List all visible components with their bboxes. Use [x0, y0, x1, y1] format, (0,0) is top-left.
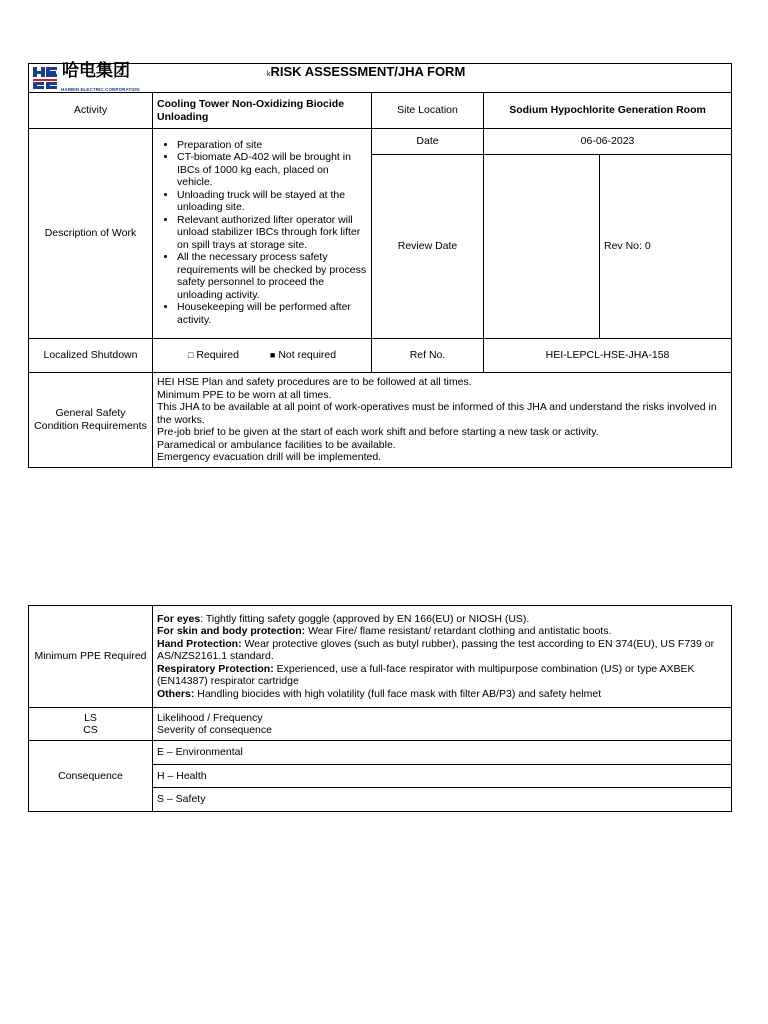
work-step: • All the necessary process safety requirements will be checked by process safety personnel to proceed the unloading activity.	[177, 251, 367, 301]
activity-value: Cooling Tower Non-Oxidizing Biocide Unloading	[153, 93, 372, 129]
general-safety-line: Pre-job brief to be given at the start of each work shift and before starting a new task or activity.	[157, 426, 599, 438]
company-logo	[32, 61, 150, 92]
general-safety-value	[153, 373, 732, 468]
shutdown-not-required-option	[270, 349, 336, 362]
ref-no-label: Ref No.	[372, 339, 484, 373]
required-checkbox: □	[187, 350, 194, 361]
hec-logo-icon	[32, 66, 58, 90]
ppe-item	[157, 625, 727, 638]
general-safety-line: HEI HSE Plan and safety procedures are to be followed at all times.	[157, 376, 472, 388]
ppe-item	[157, 688, 727, 701]
ls-cs-value	[153, 708, 732, 741]
site-location-value: Sodium Hypochlorite Generation Room	[484, 93, 732, 129]
work-step: • CT-biomate AD-402 will be brought in IBCs of 1000 kg each, placed on vehicle.	[177, 151, 367, 189]
title-main: RISK ASSESSMENT/JHA FORM	[270, 64, 466, 79]
general-safety-line: Emergency evacuation drill will be implemented.	[157, 451, 382, 463]
ppe-item	[157, 663, 727, 688]
ls-cs-label	[29, 708, 153, 741]
title-prefix: k	[267, 71, 271, 78]
work-step: • Relevant authorized lifter operator will unload stabilizer IBCs through fork lifter on spill trays at storage site.	[177, 214, 367, 252]
ppe-item-text: Handling biocides with high volatility (full face mask with filter AB/P3) and safety helmet	[194, 687, 602, 700]
ls-value: Likelihood / Frequency	[157, 711, 263, 724]
work-steps-list	[157, 139, 367, 327]
not-required-checkbox: ■	[269, 350, 276, 361]
ppe-value	[153, 606, 732, 708]
consequence-label: Consequence	[29, 741, 153, 812]
ppe-item-text: Wear protective gloves (such as butyl rubber), passing the test according to EN 374(EU), US F739 or AS/NZS2161.1 standard.	[157, 637, 715, 663]
work-step: • Housekeeping will be performed after activity.	[177, 301, 367, 326]
cs-label: CS	[83, 724, 98, 736]
not-required-label: Not required	[278, 349, 337, 362]
ppe-item-head: For skin and body protection:	[157, 625, 306, 638]
work-step: • Preparation of site	[177, 139, 367, 152]
consequence-item: E – Environmental	[153, 741, 732, 765]
ref-no-value: HEI-LEPCL-HSE-JHA-158	[484, 339, 732, 373]
logo-chinese-text: 哈电集团	[62, 61, 130, 81]
ls-label: LS	[84, 711, 97, 724]
general-safety-label: General Safety Condition Requirements	[29, 373, 153, 468]
review-date-label: Review Date	[372, 155, 484, 339]
review-date-value	[484, 155, 600, 339]
ppe-item-head: Others:	[157, 687, 195, 700]
ppe-item	[157, 613, 727, 626]
required-label: Required	[196, 349, 239, 362]
work-step: • Unloading truck will be stayed at the unloading site.	[177, 189, 367, 214]
ppe-item-head: Hand Protection:	[157, 637, 242, 650]
date-value: 06-06-2023	[484, 129, 732, 155]
shutdown-label: Localized Shutdown	[29, 339, 153, 373]
consequence-item: S – Safety	[153, 788, 732, 812]
ppe-item-head: Respiratory Protection:	[157, 662, 274, 675]
ppe-label: Minimum PPE Required	[29, 606, 153, 708]
ppe-item-head: For eyes	[157, 612, 201, 625]
general-safety-line: Paramedical or ambulance facilities to be available.	[157, 438, 396, 451]
form-title	[267, 66, 465, 82]
site-location-label: Site Location	[372, 93, 484, 129]
ppe-item-text: : Tightly fitting safety goggle (approved by EN 166(EU) or NIOSH (US).	[200, 612, 530, 625]
cs-value: Severity of consequence	[157, 724, 272, 736]
ppe-item-text: Experienced, use a full-face respirator with multipurpose combination (US) or type AXBEK (EN14387) respirator cartridge	[157, 662, 695, 688]
ppe-consequence-table	[28, 605, 732, 812]
logo-english-text: HARBIN ELECTRIC CORPORATION	[61, 87, 140, 92]
general-safety-line: Minimum PPE to be worn at all times.	[157, 388, 332, 401]
rev-no: Rev No: 0	[600, 155, 732, 339]
consequence-item: H – Health	[153, 765, 732, 788]
activity-label: Activity	[29, 93, 153, 129]
general-safety-line: This JHA to be available at all point of work-operatives must be informed of this JHA and understand the risks involved in the works.	[157, 401, 717, 426]
ppe-item	[157, 638, 727, 663]
description-value	[153, 129, 372, 339]
date-label: Date	[372, 129, 484, 155]
shutdown-options	[153, 339, 372, 373]
ppe-item-text: Wear Fire/ flame resistant/ retardant clothing and antistatic boots.	[305, 625, 612, 638]
shutdown-required-option	[188, 349, 239, 362]
title-row	[29, 61, 732, 93]
jha-header-table	[28, 63, 732, 468]
description-label: Description of Work	[29, 129, 153, 339]
